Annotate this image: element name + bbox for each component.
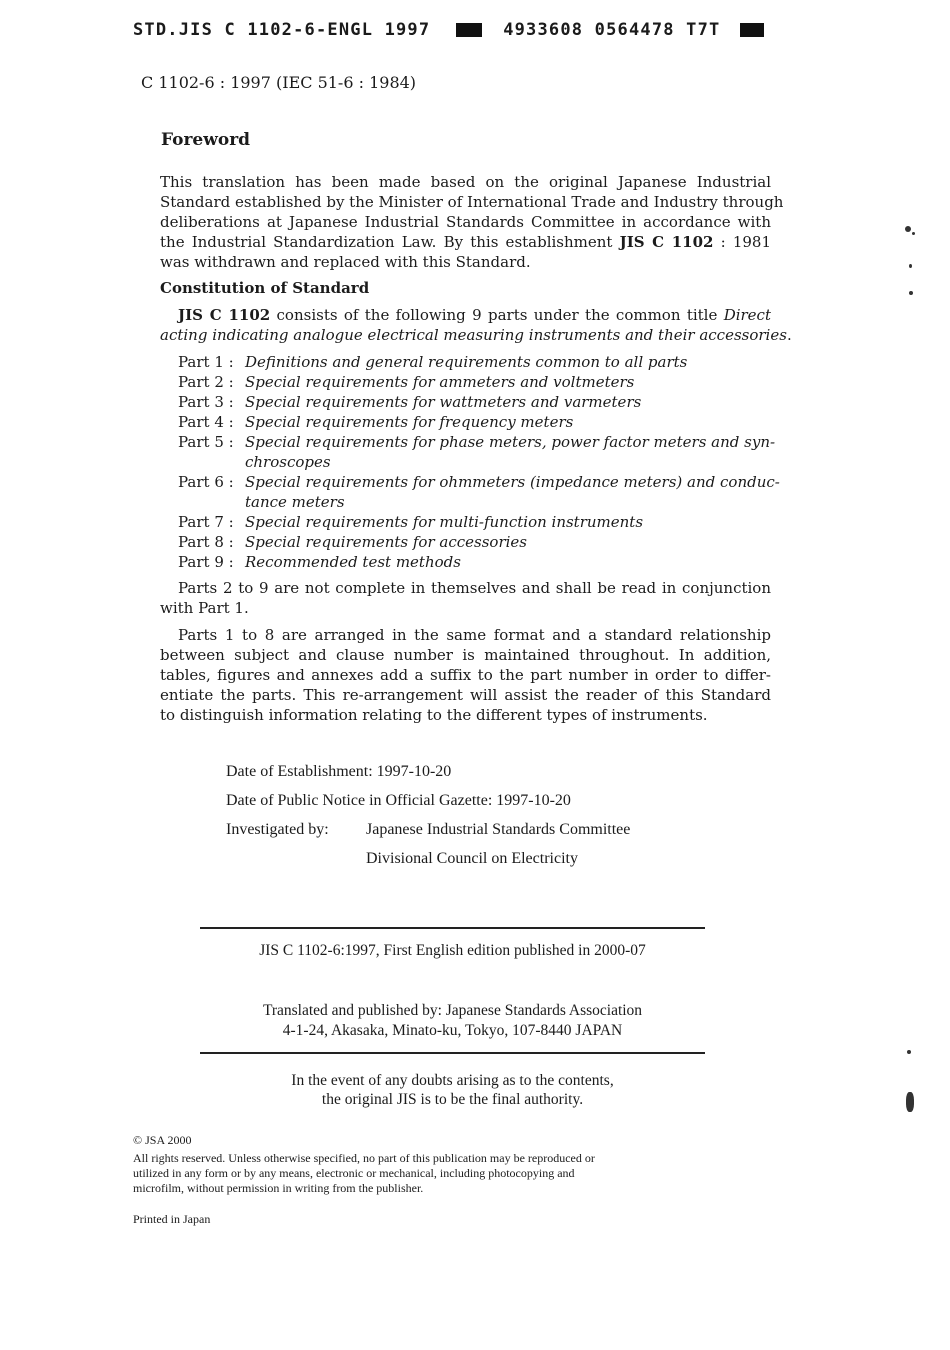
text-line: Special requirements for ammeters and voltmeters (245, 373, 635, 391)
list-item (178, 372, 772, 392)
part-label: Part 1 : (178, 353, 234, 371)
text-line: Parts 2 to 9 are not complete in themselves and shall be read in conjunction (178, 579, 771, 597)
investigated-by-committee: Japanese Industrial Standards Committee (366, 821, 631, 838)
text-line: Standard established by the Minister of International Trade and Industry through (160, 193, 784, 211)
copyright-text (133, 1151, 595, 1196)
text-line (160, 232, 771, 252)
standard-ref: JIS C 1102 (619, 233, 714, 251)
text-line: between subject and clause number is maintained throughout. In addition, (160, 646, 771, 664)
text-line: was withdrawn and replaced with this Standard. (160, 253, 531, 271)
divider (200, 1052, 705, 1054)
scan-mark (906, 1092, 914, 1112)
part-label: Part 6 : (178, 473, 234, 491)
part-label: Part 2 : (178, 373, 234, 391)
text-line (160, 305, 771, 325)
list-item (178, 512, 772, 532)
scan-mark (909, 264, 912, 268)
scan-mark (905, 226, 911, 232)
text-segment: consists of the following 9 parts under the common title (270, 306, 724, 324)
investigated-by-label: Investigated by: (226, 821, 329, 838)
text-line: entiate the parts. This re-arrangement will assist the reader of this Standard (160, 686, 771, 704)
part-title (245, 392, 772, 412)
foreword-title: Foreword (161, 130, 251, 150)
part-title (245, 372, 772, 392)
text-line: All rights reserved. Unless otherwise specified, no part of this publication may be reproduced or (133, 1151, 595, 1165)
scan-mark (907, 1050, 911, 1054)
text-line: Special requirements for multi-function instruments (245, 513, 644, 531)
text-line: Special requirements for ohmmeters (impedance meters) and conduc- (245, 473, 780, 491)
date-of-establishment: Date of Establishment: 1997-10-20 (226, 763, 452, 780)
foreword-paragraph (160, 172, 784, 272)
format-paragraph (160, 625, 771, 725)
constitution-intro (160, 305, 792, 345)
text-line: Parts 1 to 8 are arranged in the same format and a standard relationship (178, 626, 771, 644)
text-line: deliberations at Japanese Industrial Standards Committee in accordance with (160, 213, 771, 231)
part-title (245, 532, 772, 552)
divider (200, 927, 705, 929)
part-label: Part 7 : (178, 513, 234, 531)
list-item (178, 532, 772, 552)
list-item (178, 472, 780, 512)
text-line: tance meters (245, 493, 345, 511)
investigated-by-council: Divisional Council on Electricity (366, 850, 578, 867)
text-line: Special requirements for wattmeters and varmeters (245, 393, 642, 411)
text-line: Special requirements for phase meters, power factor meters and syn- (245, 433, 776, 451)
part-title (245, 552, 772, 572)
part-label: Part 4 : (178, 413, 234, 431)
part-title (245, 412, 772, 432)
text-line: Special requirements for frequency meters (245, 413, 574, 431)
text-segment: . (786, 326, 792, 344)
redaction-block (456, 23, 482, 37)
part-title (245, 432, 775, 472)
copyright-symbol: © JSA 2000 (133, 1133, 192, 1147)
text-line: chroscopes (245, 453, 331, 471)
scan-mark (912, 232, 915, 235)
part-label: Part 5 : (178, 433, 234, 451)
text-line: This translation has been made based on the original Japanese Industrial (160, 173, 771, 191)
text-line: tables, figures and annexes add a suffix to the part number in order to differ- (160, 666, 771, 684)
authority-line-2: the original JIS is to be the final authority. (321, 1091, 584, 1108)
list-item (178, 392, 772, 412)
header-code-left: STD.JIS C 1102-6-ENGL 1997 (133, 20, 431, 40)
part-label: Part 8 : (178, 533, 234, 551)
scan-mark (909, 291, 913, 295)
publisher-line: Translated and published by: Japanese Standards Association (262, 1002, 643, 1019)
document-id: C 1102-6 : 1997 (IEC 51-6 : 1984) (141, 73, 417, 92)
list-item (178, 352, 772, 372)
text-line: utilized in any form or by any means, electronic or mechanical, including photocopying and (133, 1166, 575, 1180)
authority-line-1: In the event of any doubts arising as to the contents, (291, 1072, 614, 1089)
text-line (160, 325, 792, 345)
header-code-line (133, 20, 764, 40)
text-line: to distinguish information relating to the different types of instruments. (160, 706, 708, 724)
text-line: microfilm, without permission in writing from the publisher. (133, 1181, 424, 1195)
printed-in: Printed in Japan (133, 1212, 211, 1226)
part-title (245, 512, 772, 532)
standard-ref: JIS C 1102 (178, 306, 271, 324)
date-of-public-notice: Date of Public Notice in Official Gazette: 1997-10-20 (226, 792, 571, 809)
publisher-address: 4-1-24, Akasaka, Minato-ku, Tokyo, 107-8440 JAPAN (282, 1022, 623, 1039)
header-code-mid: 4933608 0564478 T7T (503, 20, 721, 40)
text-line: Special requirements for accessories (245, 533, 527, 551)
part-title (245, 352, 772, 372)
text-line: with Part 1. (160, 599, 249, 617)
text-segment: Direct (723, 306, 771, 324)
list-item (178, 432, 776, 472)
part-title (245, 472, 780, 512)
part-label: Part 3 : (178, 393, 234, 411)
constitution-title: Constitution of Standard (160, 279, 370, 297)
part-label: Part 9 : (178, 553, 234, 571)
text-line: Definitions and general requirements common to all parts (245, 353, 688, 371)
text-segment: : 1981 (713, 233, 772, 251)
common-title: acting indicating analogue electrical measuring instruments and their accessories (160, 326, 787, 344)
redaction-block (740, 23, 764, 37)
text-line: Recommended test methods (245, 553, 461, 571)
list-item (178, 412, 772, 432)
list-item (178, 552, 772, 572)
text-segment: the Industrial Standardization Law. By this establishment (160, 233, 620, 251)
edition-statement: JIS C 1102-6:1997, First English edition published in 2000-07 (259, 942, 646, 959)
parts-conjunction-paragraph (160, 578, 771, 618)
parts-list (178, 352, 780, 572)
